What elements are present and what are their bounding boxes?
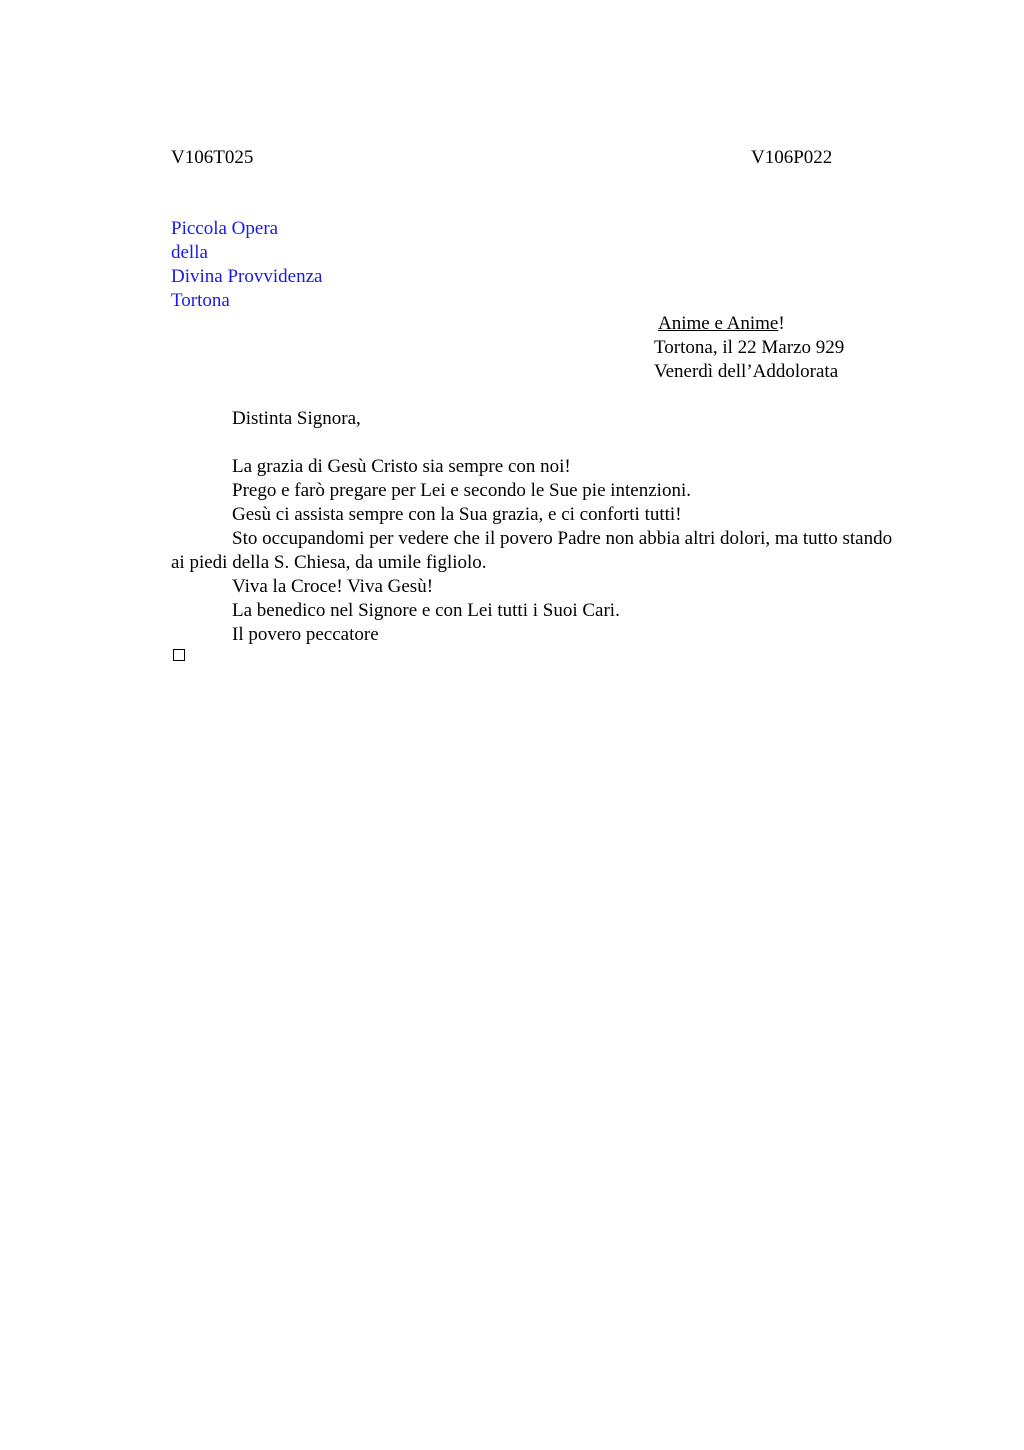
day-line: Venerdì dell’Addolorata — [654, 361, 839, 382]
letterhead-line: della — [171, 242, 208, 263]
salutation: Distinta Signora, — [232, 408, 361, 429]
letterhead-line: Piccola Opera — [171, 218, 279, 239]
document-code-left: V106T025 — [171, 147, 254, 168]
paragraph: Viva la Croce! Viva Gesù! — [232, 576, 434, 597]
signature-line: Il povero peccatore — [232, 624, 379, 645]
document-code-right: V106P022 — [751, 147, 833, 168]
letterhead — [171, 217, 322, 313]
letter-body — [171, 455, 901, 647]
motto-underlined: Anime e Anime — [658, 313, 779, 334]
paragraph: Prego e farò pregare per Lei e secondo le Sue pie intenzioni. — [232, 480, 691, 501]
paragraph: La benedico nel Signore e con Lei tutti i Suoi Cari. — [232, 600, 620, 621]
place-date: Tortona, il 22 Marzo 929 — [654, 337, 845, 358]
paragraph: Gesù ci assista sempre con la Sua grazia, e ci conforti tutti! — [232, 504, 682, 525]
paragraph: Sto occupandomi per vedere che il povero Padre non abbia altri dolori, ma tutto stando ai piedi della S. Chiesa, da umile figliolo. — [171, 528, 893, 573]
paragraph: La grazia di Gesù Cristo sia sempre con noi! — [232, 456, 571, 477]
heading-block — [654, 312, 844, 384]
letterhead-line: Divina Provvidenza — [171, 266, 323, 287]
motto — [654, 312, 844, 336]
motto-punctuation: ! — [778, 313, 785, 334]
letterhead-line: Tortona — [171, 290, 230, 311]
checkbox-square-icon — [173, 649, 185, 661]
